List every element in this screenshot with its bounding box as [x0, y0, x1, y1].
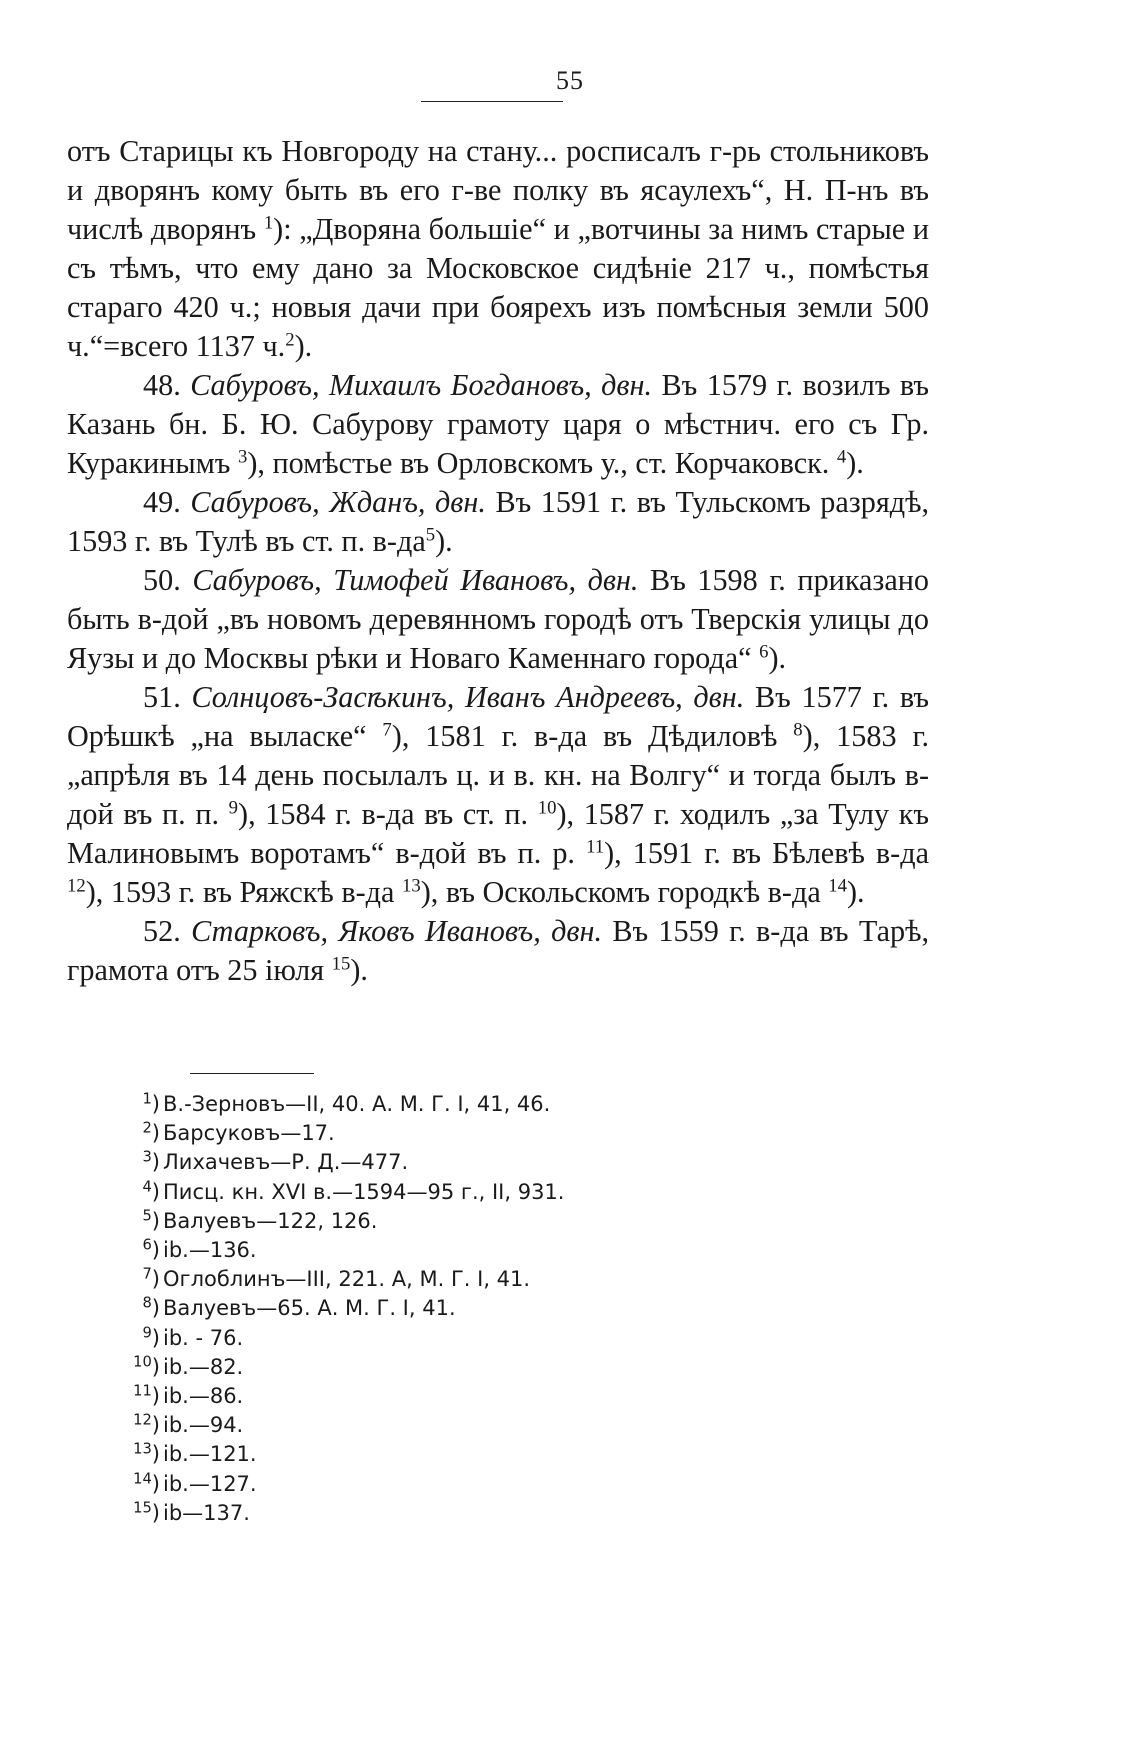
entry-paragraph [67, 483, 929, 561]
footnote-marker: $^{12}$) [133, 1411, 160, 1438]
footnote-marker: $^{13}$) [133, 1441, 160, 1467]
entry-name: Сабуровъ, Михаилъ Богдановъ, двн. [190, 368, 653, 402]
footnote-text: ib.—86. [163, 1384, 244, 1409]
footnote-ref: 2 [285, 329, 295, 351]
text-run: ): „Дворяна большіе“ и „вотчины за нимъ старые и съ тѣмъ, что ему дано за Московское сидѣніе 217 ч., помѣстья стараго 420 ч.; новыя дачи при боярехъ изъ помѣсныя земли 500 ч.“=всего 1137 ч. [67, 212, 929, 363]
footnote-item [130, 1440, 564, 1469]
footnote-ref: 4 [836, 446, 847, 468]
footnote-ref: 3 [237, 446, 248, 468]
footnote-number: 15 [133, 1499, 152, 1517]
footnote-ref: 9 [228, 797, 239, 819]
text-run: 49. [143, 485, 191, 519]
text-run: 48. [143, 368, 191, 402]
footnote-number: 8 [142, 1295, 152, 1313]
footnote-number: 6 [142, 1236, 152, 1254]
footnote-item [130, 1382, 564, 1411]
footnote-text: ib.—136. [163, 1238, 257, 1263]
text-run: ). [350, 953, 368, 987]
entry-name: Солнцовъ-Засѣкинъ, Иванъ Андреевъ, двн. [191, 680, 745, 714]
footnote-text: Оглоблинъ—III, 221. А, М. Г. I, 41. [163, 1267, 531, 1292]
entry-paragraph [67, 912, 929, 990]
footnote-marker: $^{10}$) [133, 1353, 160, 1379]
text-run: ), 1584 г. в-да въ ст. п. [238, 797, 538, 831]
entry-name: Сабуровъ, Жданъ, двн. [190, 485, 486, 519]
footnote-marker: $^7$) [142, 1265, 160, 1292]
footnote-text: В.-Зерновъ—II, 40. А. М. Г. I, 41, 46. [163, 1092, 551, 1116]
text-run: Въ 1577 г. въ Орѣшкѣ „на выласке“ [67, 680, 929, 753]
footnote-marker: $^4$) [142, 1178, 160, 1204]
footnote-ref: 11 [586, 836, 605, 858]
text-run: ). [435, 524, 453, 558]
text-run: ). [768, 641, 787, 675]
footnote-ref: 15 [331, 953, 351, 975]
text-run: ). [847, 875, 865, 909]
footnote-ref: 13 [401, 875, 421, 897]
text-run: ), 1587 г. ходилъ „за Тулу къ Малиновымъ воротамъ“ в-дой въ п. р. [67, 797, 929, 870]
footnote-number: 7 [142, 1265, 152, 1283]
entry-paragraph [67, 678, 929, 912]
footnote-text: Валуевъ—65. А. М. Г. I, 41. [163, 1296, 456, 1321]
footnote-number: 2 [142, 1119, 152, 1137]
footnote-text: ib.—121. [163, 1442, 257, 1467]
footnote-ref: 6 [759, 641, 769, 663]
footnote-number: 3 [142, 1149, 152, 1167]
footnote-number: 12 [133, 1411, 152, 1429]
footnote-text: ib. - 76. [163, 1325, 244, 1350]
text-run: ), въ Оскольскомъ городкѣ в-да [420, 875, 829, 909]
continuation-paragraph [67, 132, 929, 366]
footnote-item [130, 1353, 564, 1382]
footnote-marker: $^{14}$) [133, 1470, 160, 1496]
entry-paragraph [67, 366, 929, 483]
text-run: Въ 1559 г. в-да въ Тарѣ, грамота отъ 25 іюля [67, 914, 930, 987]
footnote-text: ib—137. [163, 1500, 250, 1525]
footnote-number: 14 [133, 1470, 152, 1488]
footnote-marker: $^{11}$) [133, 1382, 160, 1409]
text-run: ), 1581 г. в-да въ Дѣдиловѣ [391, 719, 794, 753]
text-run: Въ 1591 г. въ Тульскомъ разрядѣ, 1593 г. въ Тулѣ въ ст. п. в-да [67, 485, 930, 558]
page-number: 55 [556, 66, 584, 95]
text-run: 50. [143, 563, 193, 597]
footnote-text: ib.—94. [163, 1413, 244, 1438]
footnote-text: Писц. кн. XVI в.—1594—95 г., II, 931. [163, 1179, 565, 1204]
footnote-ref: 8 [793, 719, 803, 741]
entry-name: Старковъ, Яковъ Ивановъ, двн. [191, 914, 602, 948]
text-run: ). [294, 329, 313, 363]
footnote-text: ib.—127. [163, 1471, 257, 1496]
footnote-item [130, 1119, 564, 1148]
footnote-marker: $^2$) [142, 1119, 160, 1146]
footnote-item [130, 1148, 564, 1177]
footnote-text: ib.—82. [163, 1354, 244, 1379]
footnote-marker: $^{15}$) [133, 1499, 160, 1525]
text-run: ). [846, 446, 864, 480]
footnote-number: 1 [142, 1090, 152, 1108]
entry-name: Сабуровъ, Тимофей Ивановъ, двн. [192, 563, 639, 597]
footnote-item [130, 1499, 564, 1528]
entry-paragraph [67, 561, 929, 678]
text-run: Въ 1579 г. возилъ въ Казань бн. Б. Ю. Сабурову грамоту царя о мѣстнич. его съ Гр. Куракинымъ [67, 368, 929, 480]
text-run: ), 1593 г. въ Ряжскѣ в-да [85, 875, 402, 909]
footnote-number: 13 [133, 1441, 152, 1459]
footnote-ref: 12 [67, 875, 86, 897]
footnote-text: Барсуковъ—17. [163, 1121, 335, 1146]
footnote-text: Валуевъ—122, 126. [163, 1208, 378, 1233]
footnote-marker: $^3$) [142, 1149, 160, 1175]
footnote-item [130, 1294, 564, 1323]
footnote-marker: $^6$) [142, 1236, 160, 1263]
footnote-item [130, 1324, 564, 1353]
footnotes-list [130, 1090, 564, 1528]
text-run: Въ 1598 г. приказано быть в-дой „въ новомъ деревянномъ городѣ отъ Тверскія улицы до Яузы и до Москвы рѣки и Новаго Каменнаго города“ [67, 563, 929, 675]
footnote-number: 11 [133, 1382, 152, 1400]
footnote-item [130, 1236, 564, 1265]
footnote-item [130, 1411, 564, 1440]
footnote-text: Лихачевъ—Р. Д.—477. [163, 1150, 409, 1175]
footnote-ref: 10 [537, 797, 557, 819]
footnote-ref: 14 [828, 875, 847, 897]
text-run: ), помѣстье въ Орловскомъ у., ст. Корчаковск. [247, 446, 837, 480]
footnote-number: 4 [142, 1178, 152, 1196]
footnote-marker: $^8$) [142, 1295, 160, 1321]
text-run: 51. [143, 680, 192, 714]
footnote-item [130, 1470, 564, 1499]
footnote-number: 5 [142, 1207, 152, 1225]
text-run: отъ Старицы къ Новгороду на стану... росписалъ г-рь стольниковъ и дворянъ кому быть въ его г-ве полку въ ясаулехъ“, Н. П-нъ въ числѣ дворянъ [67, 134, 929, 246]
footnote-ref: 5 [425, 524, 436, 546]
footnote-ref: 7 [382, 719, 392, 741]
text-run: ), 1591 г. въ Бѣлевѣ в-да [604, 836, 929, 870]
footnote-marker: $^5$) [142, 1207, 160, 1233]
main-text [67, 132, 929, 990]
text-run: ), 1583 г. „апрѣля въ 14 день посылалъ ц. и в. кн. на Волгу“ и тогда былъ в-дой въ п. п. [67, 719, 929, 831]
footnote-item [130, 1178, 564, 1207]
text-run: 52. [143, 914, 192, 948]
footnote-ref: 1 [263, 212, 274, 234]
footnote-item [130, 1265, 564, 1294]
footnote-separator [190, 1073, 314, 1074]
page-number-rule [421, 101, 563, 102]
footnote-marker: $^9$) [142, 1324, 160, 1350]
footnote-item [130, 1090, 564, 1119]
footnote-number: 10 [133, 1353, 152, 1371]
footnote-marker: $^1$) [142, 1090, 160, 1116]
footnote-item [130, 1207, 564, 1236]
footnote-number: 9 [142, 1324, 152, 1342]
